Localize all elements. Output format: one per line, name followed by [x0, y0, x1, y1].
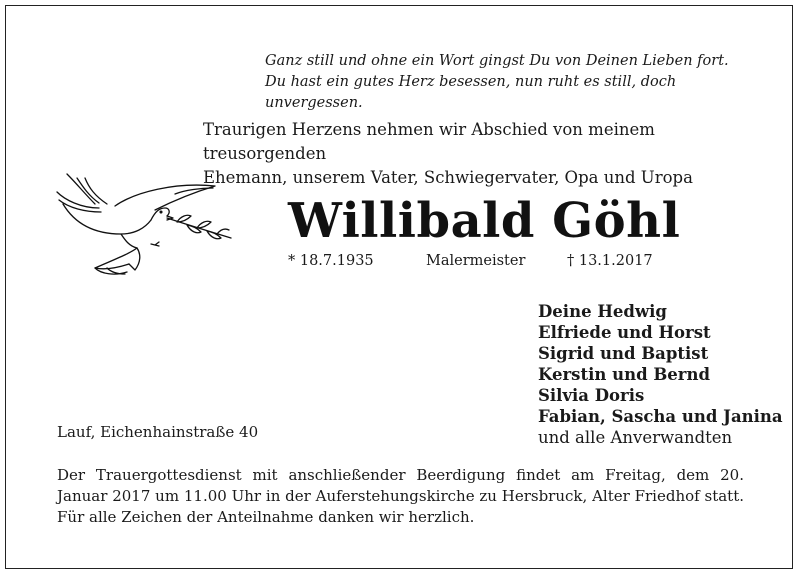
address: Lauf, Eichenhainstraße 40: [57, 423, 259, 441]
family-member: Fabian, Sascha und Janina: [538, 407, 783, 426]
family-member: Kerstin und Bernd: [538, 365, 711, 384]
death-date: † 13.1.2017: [567, 253, 653, 269]
dove-with-olive-branch-icon: [55, 172, 235, 282]
poem-line-1: Ganz still und ohne ein Wort gingst Du von Deinen Lieben fort.: [265, 53, 729, 69]
poem: [265, 51, 765, 114]
family-closing: und alle Anverwandten: [538, 428, 733, 447]
family-member: Deine Hedwig: [538, 302, 667, 321]
birth-date: * 18.7.1935: [288, 253, 374, 269]
family-member: Sigrid und Baptist: [538, 344, 709, 363]
deceased-name: Willibald Göhl: [288, 193, 681, 249]
family-member: Silvia Doris: [538, 386, 645, 405]
family-member: Elfriede und Horst: [538, 323, 711, 342]
intro-text: [203, 118, 763, 190]
funeral-notice: Der Trauergottesdienst mit anschließender Beerdigung findet am Freitag, dem 20. Januar 2017 um 11.00 Uhr in der Auferstehungskirche zu Hersbruck, Alter Friedhof statt. Für alle Zeichen der Anteilnahme danken wir herzlich.: [57, 466, 744, 526]
intro-line-1: Traurigen Herzens nehmen wir Abschied von meinem treusorgenden: [203, 120, 655, 163]
poem-line-2: Du hast ein gutes Herz besessen, nun ruht es still, doch unvergessen.: [265, 74, 677, 111]
occupation: Malermeister: [426, 253, 526, 269]
intro-line-2: Ehemann, unserem Vater, Schwiegervater, Opa und Uropa: [203, 168, 693, 187]
family-list: [538, 301, 783, 448]
